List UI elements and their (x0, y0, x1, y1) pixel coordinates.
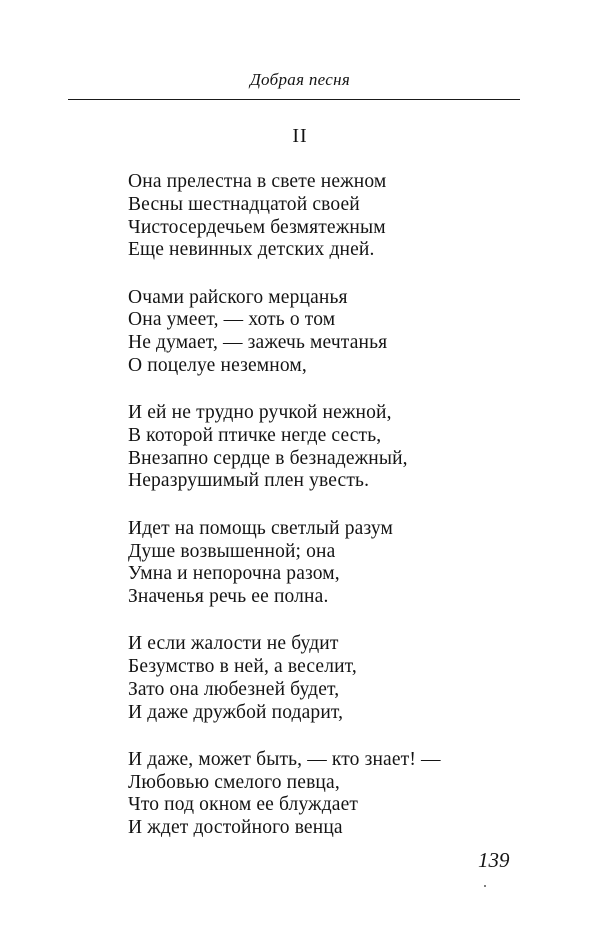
poem-line: Она прелестна в свете нежном (128, 171, 387, 192)
poem-line: И даже дружбой подарит, (128, 701, 344, 723)
poem-line: Она умеет, — хоть о том (128, 309, 336, 331)
poem-line: Значенья речь ее полна. (128, 586, 329, 608)
print-speck (484, 885, 486, 887)
poem-line: Идет на помощь светлый разум (128, 517, 394, 539)
running-head: Добрая песня (249, 70, 351, 89)
poem-line: Внезапно сердце в безнадежный, (128, 447, 408, 469)
poem-line: Зато она любезней будет, (128, 678, 340, 700)
stanza (128, 749, 568, 840)
poem-line: Любовью смелого певца, (128, 771, 340, 793)
stanza (128, 402, 568, 493)
poem-line: Очами райского мерцанья (128, 286, 348, 308)
poem-line: Чистосердечьем безмятежным (128, 216, 386, 238)
stanza (128, 171, 568, 262)
poem-line: Не думает, — зажечь мечтанья (128, 332, 388, 354)
stanza (128, 518, 568, 609)
header-rule (68, 99, 520, 100)
poem-line: В которой птичке негде сесть, (128, 424, 382, 446)
poem-line: Что под окном ее блуждает (128, 794, 359, 816)
poem-line: И если жалости не будит (128, 633, 339, 655)
stanza (128, 287, 568, 378)
poem-line: Безумство в ней, а веселит, (128, 656, 357, 678)
poem-line: Еще невинных детских дней. (128, 239, 375, 261)
poem-line: Весны шестнадцатой своей (128, 193, 360, 215)
poem-line: Умна и непорочна разом, (128, 563, 340, 585)
page-number: 139 (478, 848, 510, 872)
poem-body (128, 171, 568, 865)
stanza (128, 633, 568, 724)
section-numeral: II (292, 125, 308, 147)
poem-line: Душе возвышенной; она (128, 540, 336, 562)
poem-line: И даже, может быть, — кто знает! — (128, 748, 441, 770)
poem-line: О поцелуе неземном, (128, 354, 307, 376)
poem-line: И ей не трудно ручкой нежной, (128, 402, 392, 424)
poem-line: Неразрушимый плен увесть. (128, 470, 370, 492)
poem-line: И ждет достойного венца (128, 817, 343, 839)
